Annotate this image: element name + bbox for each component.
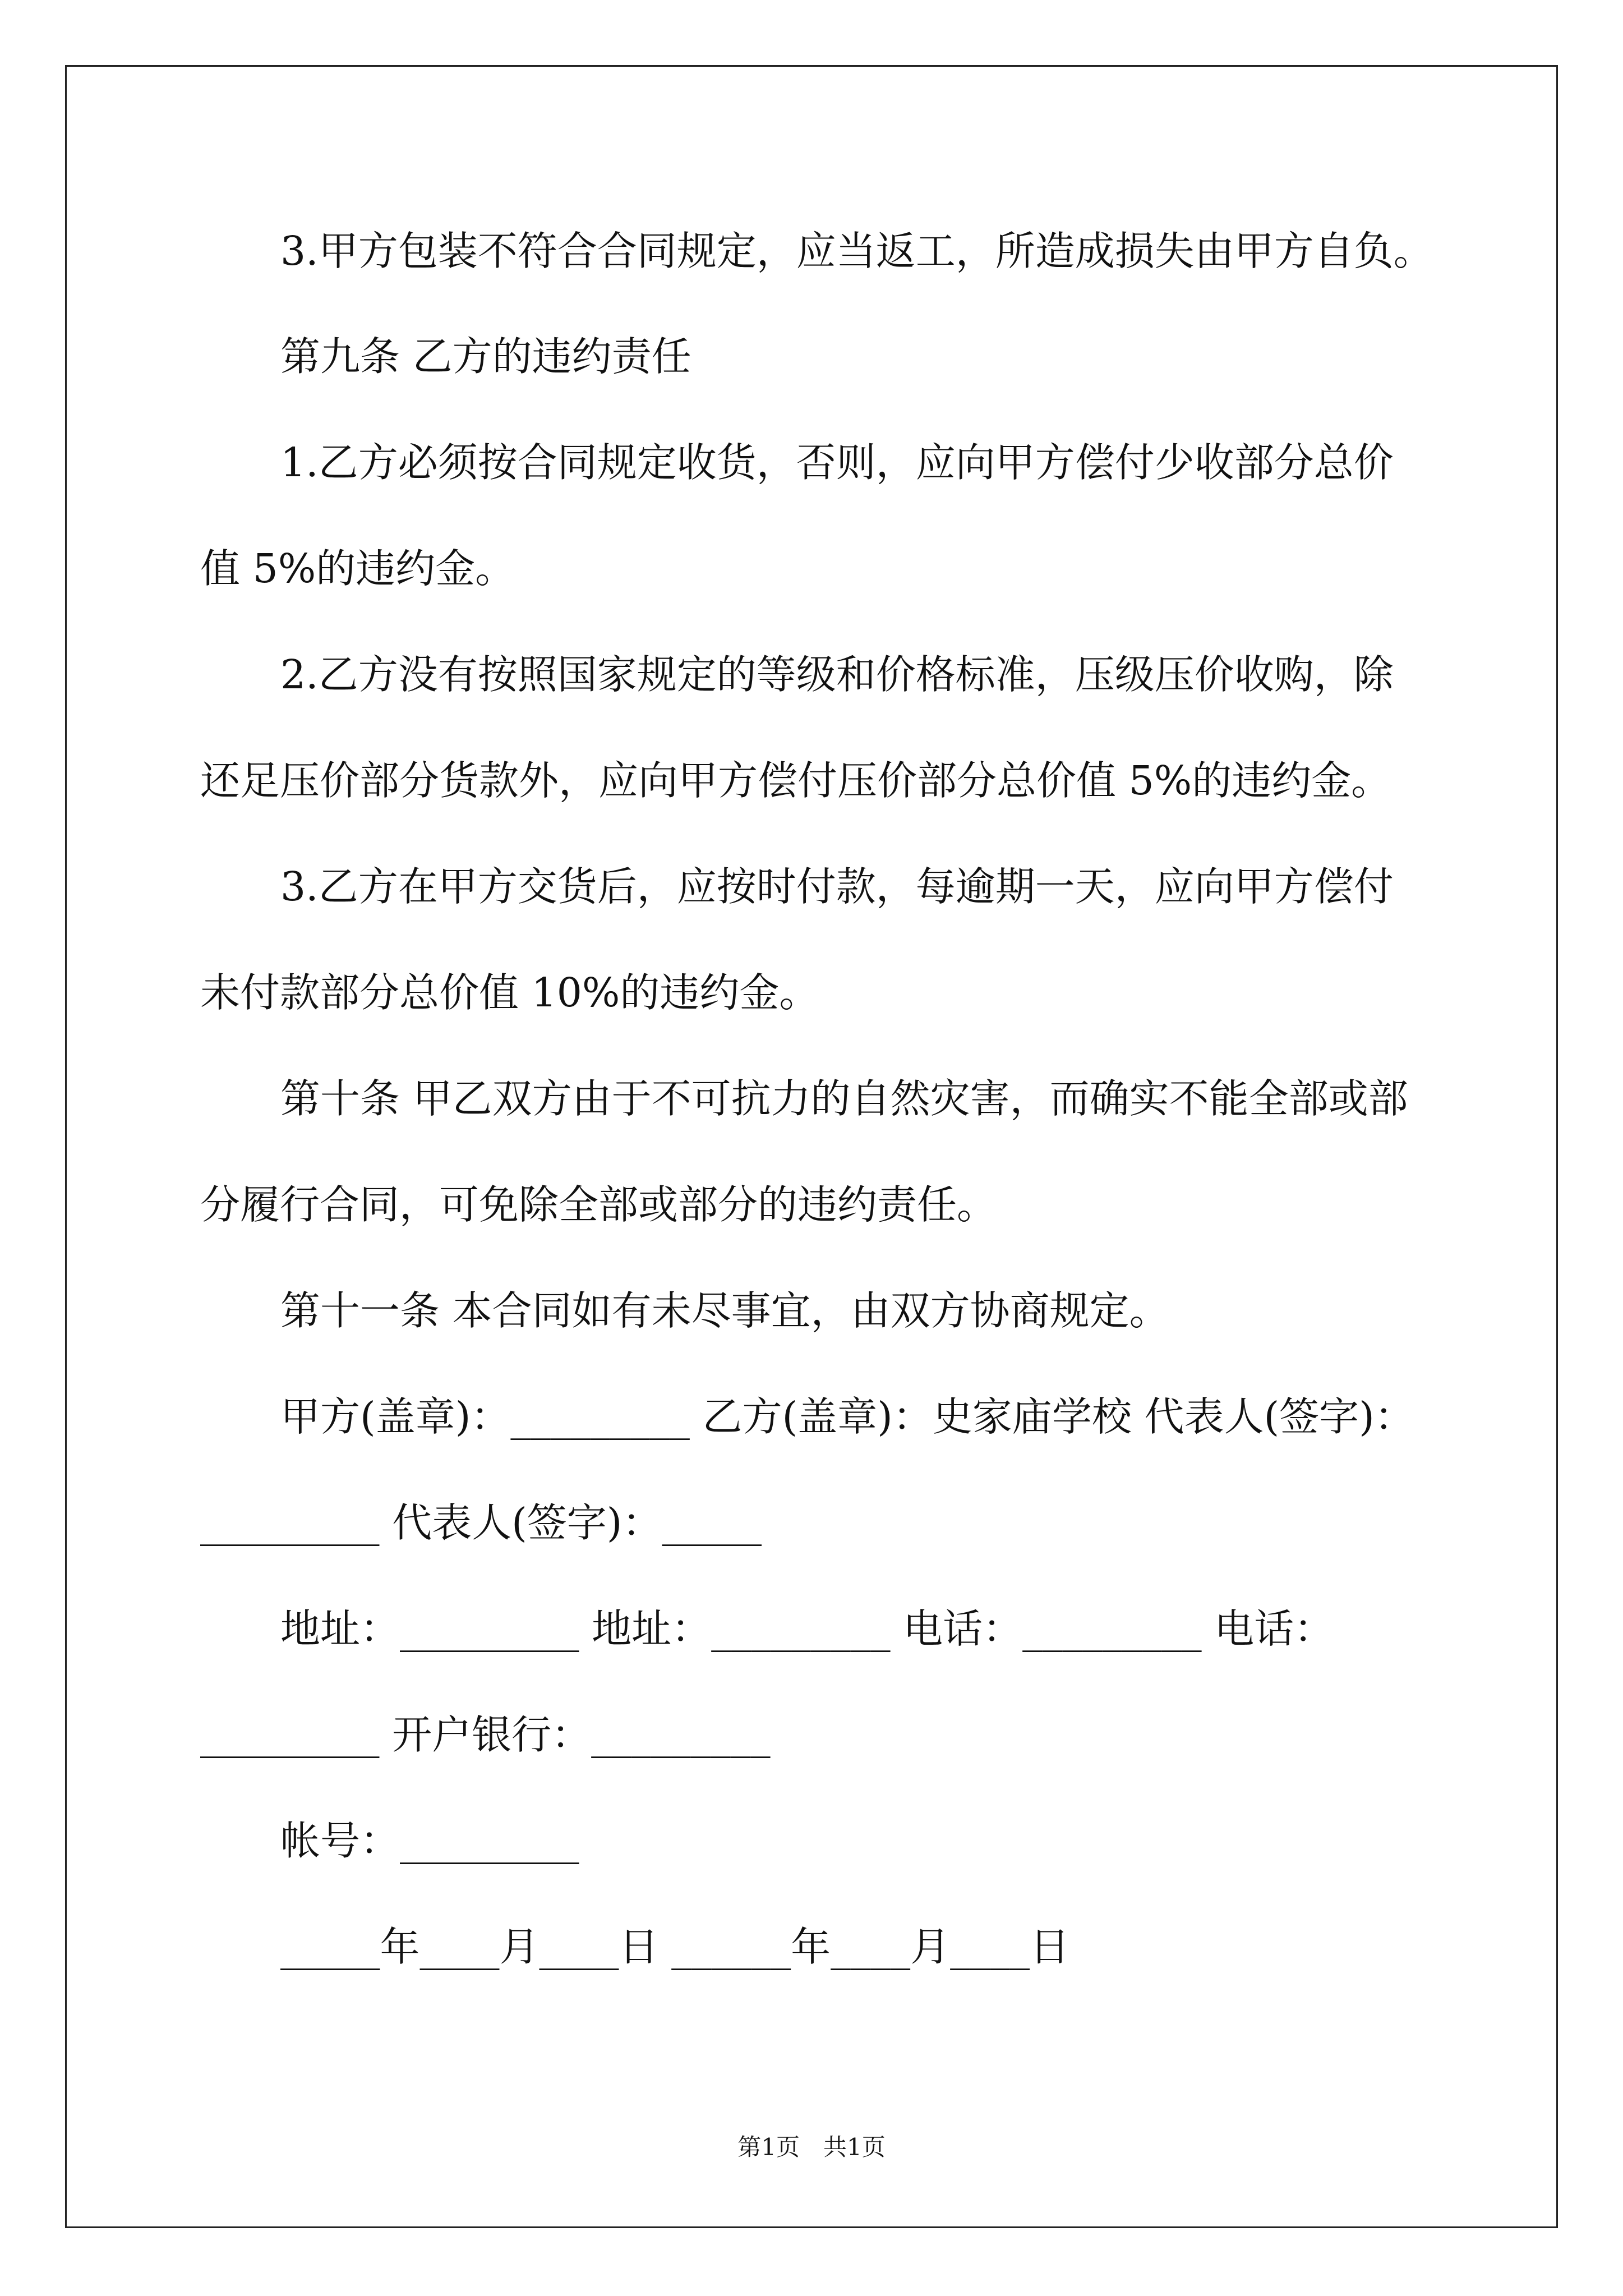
text-line-1: 3.甲方包装不符合合同规定，应当返工，所造成损失由甲方自负。 <box>280 228 1433 274</box>
text-line-15: _________ 开户银行：_________ <box>200 1711 771 1758</box>
text-line-13: _________ 代表人(签字)：_____ <box>200 1499 762 1546</box>
text-line-9: 第十条 甲乙双方由于不可抗力的自然灾害，而确实不能全部或部 <box>280 1075 1408 1122</box>
text-line-3: 1.乙方必须按合同规定收货，否则，应向甲方偿付少收部分总价 <box>280 439 1394 486</box>
text-line-16: 帐号：_________ <box>280 1818 579 1864</box>
text-line-6: 还足压价部分货款外，应向甲方偿付压价部分总价值 5%的违约金。 <box>200 757 1391 804</box>
text-line-8: 未付款部分总价值 10%的违约金。 <box>200 969 819 1016</box>
text-line-10: 分履行合同，可免除全部或部分的违约责任。 <box>200 1181 997 1228</box>
text-line-14: 地址：_________ 地址：_________ 电话：_________ 电话： <box>280 1605 1334 1652</box>
page-footer: 第1页 共1页 <box>737 2133 886 2161</box>
text-line-11: 第十一条 本合同如有未尽事宜，由双方协商规定。 <box>280 1287 1169 1334</box>
text-line-12: 甲方(盖章)：_________ 乙方(盖章)：史家庙学校 代表人(签字)： <box>280 1393 1414 1440</box>
text-line-2: 第九条 乙方的违约责任 <box>280 333 691 380</box>
text-line-4: 值 5%的违约金。 <box>200 545 515 592</box>
text-line-5: 2.乙方没有按照国家规定的等级和价格标准，压级压价收购，除 <box>280 651 1394 698</box>
text-line-7: 3.乙方在甲方交货后，应按时付款，每逾期一天，应向甲方偿付 <box>280 863 1394 910</box>
text-line-17: _____年____月____日 ______年____月____日 <box>280 1924 1070 1970</box>
